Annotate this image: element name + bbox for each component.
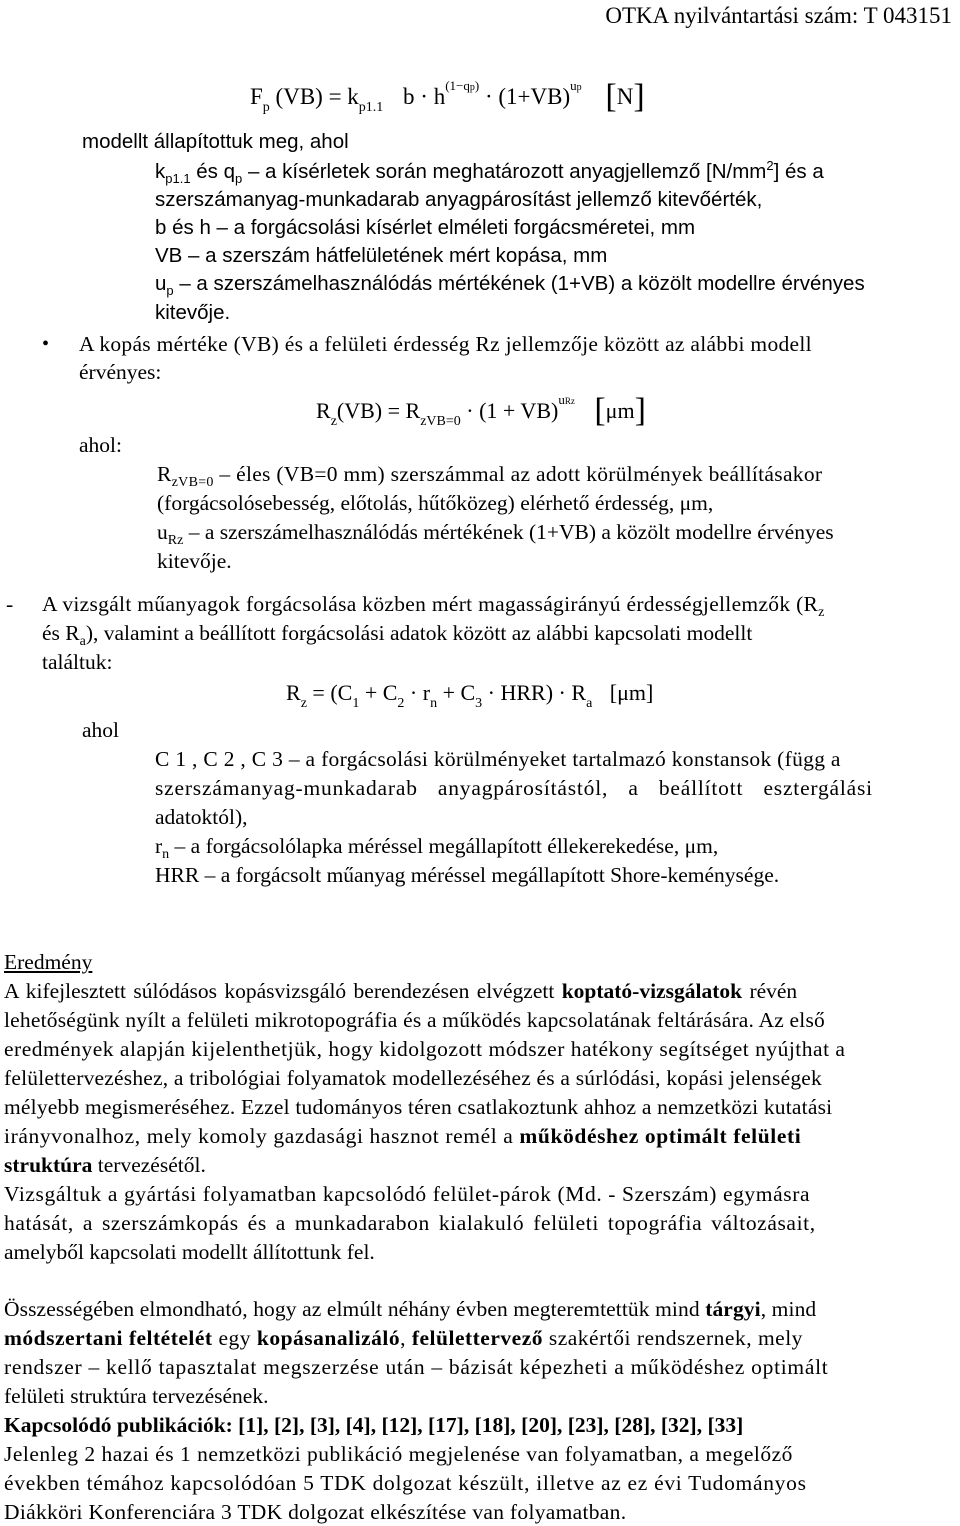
ahol-label-2: ahol bbox=[82, 718, 120, 742]
ongoing-line1: Jelenleg 2 hazai és 1 nemzetközi publikáció megjelenése van folyamatban, a megelőző bbox=[4, 1442, 793, 1466]
def-c-line3: adatoktól), bbox=[155, 805, 248, 829]
def-rzvb0: $R_{zVB=0}$ – éles (VB=0 mm) szerszámmal az adott körülmények beállításakor bbox=[157, 462, 823, 490]
summary-line3: rendszer – kellő tapasztalat megszerzése után – bázisát képezheti a működéshez optimált bbox=[4, 1355, 829, 1379]
def-up: $u_p$ – a szerszámelhasználódás mértékének (1+VB) a közölt modellre érvényes bbox=[155, 272, 865, 298]
results-line4: felülettervezéshez, a tribológiai folyamatok modellezéséhez és a súrlódási, kopási jelenségek bbox=[4, 1066, 822, 1090]
def-c-constants: C 1 , C 2 , C 3 – a forgácsolási körülményeket tartalmazó konstansok (függ a bbox=[155, 747, 841, 771]
def-b-h: b és h – a forgácsolási kísérlet elméleti forgácsméretei, mm bbox=[155, 216, 696, 239]
dash-marker: - bbox=[6, 592, 14, 616]
results-line6: irányvonalhoz, mely komoly gazdasági hasznot remél a működéshez optimált felületi bbox=[4, 1124, 802, 1148]
def-c-line2: szerszámanyag-munkadarab anyagpárosítástól, a beállított esztergálási bbox=[155, 776, 873, 800]
ongoing-line3: Diákköri Konferenciára 3 TDK dolgozat elkészítése van folyamatban. bbox=[4, 1500, 627, 1524]
results-line5: mélyebb megismeréséhez. Ezzel tudományos téren csatlakoztunk ahhoz a nemzetközi kutatási bbox=[4, 1095, 833, 1119]
def-up-line2: kitevője. bbox=[155, 301, 231, 324]
def-k-q-line2: szerszámanyag-munkadarab anyagpárosítást jellemző kitevőérték, bbox=[155, 188, 763, 211]
def-urz: $u_{Rz}$ – a szerszámelhasználódás mértékének (1+VB) a közölt modellre érvényes bbox=[157, 520, 834, 548]
results-line7: struktúra tervezésétől. bbox=[4, 1153, 206, 1177]
summary-line4: felületi struktúra tervezésének. bbox=[4, 1384, 269, 1408]
equation-roughness: $R_z(VB) = R_{zVB=0} \cdot (1 + VB)^{uRz}$ [μm] bbox=[316, 392, 646, 429]
def-hrr: HRR – a forgácsolt műanyag méréssel megállapított Shore-keménysége. bbox=[155, 863, 780, 887]
summary-line2: módszertani feltételét egy kopásanalizáló, felülettervező szakértői rendszernek, mely bbox=[4, 1326, 803, 1350]
bullet-line1: A kopás mértéke (VB) és a felületi érdesség Rz jellemzője között az alábbi modell bbox=[79, 332, 812, 356]
study-line1: Vizsgáltuk a gyártási folyamatban kapcsolódó felület-párok (Md. - Szerszám) egymásra bbox=[4, 1182, 811, 1206]
def-k-q: $k_{p1.1}$ és $q_p$ – a kísérletek során meghatározott anyagjellemző $[N/mm^2]$ és a bbox=[155, 158, 824, 186]
publications-line: Kapcsolódó publikációk: [1], [2], [3], [4], [12], [17], [18], [20], [23], [28], [32], [33] bbox=[4, 1413, 744, 1437]
def-urz-line2: kitevője. bbox=[157, 549, 232, 573]
results-line1: A kifejlesztett súlódásos kopásvizsgáló berendezésen elvégzett koptató-vizsgálatok révén bbox=[4, 979, 798, 1003]
bullet-line2: érvényes: bbox=[79, 360, 162, 384]
equation-plastic-roughness: $R_z = (C_1 + C_2 \cdot r_n + C_3 \cdot HRR) \cdot R_a$ [μm] bbox=[286, 680, 654, 711]
def-rzvb0-line2: (forgácsolósebesség, előtolás, hűtőközeg) elérhető érdesség, μm, bbox=[157, 491, 714, 515]
equation-force: $F_p$ $(VB) = k_{p1.1}$ $b \cdot h^{(1-qp)} \cdot (1+VB)^{up}$ [N] bbox=[250, 78, 645, 115]
ongoing-line2: években témához kapcsolódóan 5 TDK dolgozat készült, illetve az ez évi Tudományos bbox=[4, 1471, 807, 1495]
dash-line3: találtuk: bbox=[42, 650, 113, 674]
def-rn: $r_n$ – a forgácsolólapka méréssel megállapított éllekerekedése, μm, bbox=[155, 834, 719, 862]
dash-line2: és $R_a$), valamint a beállított forgácsolási adatok között az alábbi kapcsolati modellt bbox=[42, 621, 753, 649]
def-vb: VB – a szerszám hátfelületének mért kopása, mm bbox=[155, 244, 608, 267]
page-header: OTKA nyilvántartási szám: T 043151 bbox=[605, 3, 952, 28]
study-line2: hatását, a szerszámkopás és a munkadarabon kialakuló felületi topográfia változásait, bbox=[4, 1211, 816, 1235]
intro-text: modellt állapítottuk meg, ahol bbox=[82, 130, 349, 153]
study-line3: amelyből kapcsolati modellt állítottunk fel. bbox=[4, 1240, 375, 1264]
bullet-marker: • bbox=[42, 333, 50, 355]
results-line3: eredmények alapján kijelenthetjük, hogy kidolgozott módszer hatékony segítséget nyújthat a bbox=[4, 1037, 846, 1061]
results-line2: lehetőségünk nyílt a felületi mikrotopográfia és a működés kapcsolatának feltárására. Az első bbox=[4, 1008, 825, 1032]
summary-line1: Összességében elmondható, hogy az elmúlt néhány évben megteremtettük mind tárgyi, mind bbox=[4, 1297, 817, 1321]
section-title-eredmeny: Eredmény bbox=[4, 950, 93, 974]
ahol-label: ahol: bbox=[79, 433, 122, 457]
dash-line1: A vizsgált műanyagok forgácsolása közben mért magasságirányú érdességjellemzők ($R_z$ bbox=[42, 592, 825, 620]
